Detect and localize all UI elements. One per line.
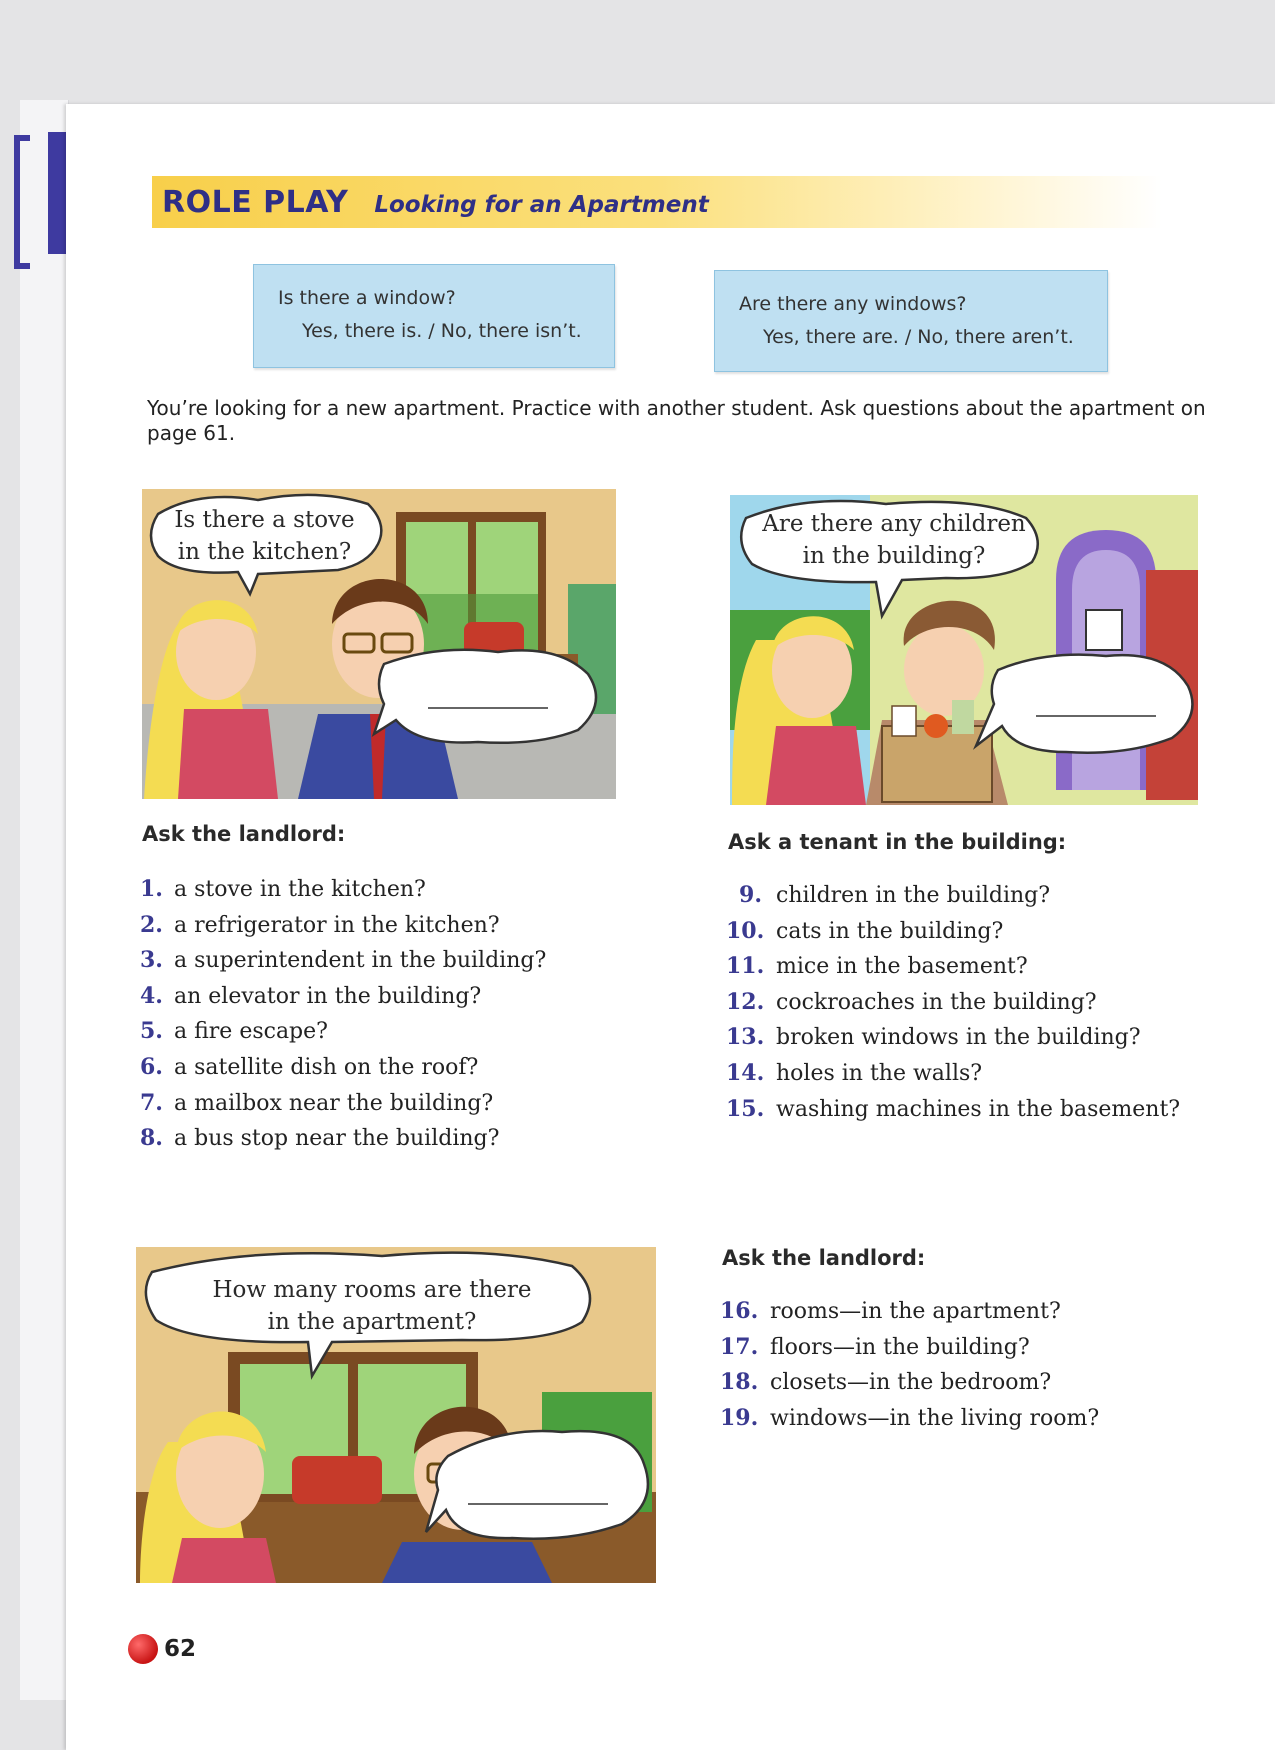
speech-bubble-text: [744, 508, 1044, 572]
item-number: 19.: [720, 1404, 759, 1431]
bubble-line: in the kitchen?: [177, 539, 352, 565]
item-number: 7.: [140, 1089, 163, 1116]
bubble-line: How many rooms are there: [212, 1277, 532, 1303]
item-number: 1.: [140, 876, 163, 902]
item-number: 2.: [140, 911, 163, 938]
bubble-line: Is there a stove: [174, 507, 355, 533]
list-item: [726, 1096, 1180, 1132]
list-item: [140, 1125, 546, 1161]
list-item: [726, 1060, 1180, 1096]
item-number: 3.: [140, 947, 163, 974]
banner-subtitle: Looking for an Apartment: [374, 191, 709, 218]
section-heading-landlord: Ask the landlord:: [142, 822, 346, 846]
bubble-line: Are there any children: [762, 511, 1026, 537]
item-number: 4.: [140, 982, 163, 1009]
item-text: closets—in the bedroom?: [770, 1370, 1052, 1396]
bubble-line: in the apartment?: [267, 1309, 477, 1335]
list-item: [726, 953, 1180, 989]
item-number: 13.: [726, 1024, 765, 1051]
item-text: a fire escape?: [174, 1019, 328, 1045]
item-text: rooms—in the apartment?: [770, 1299, 1061, 1324]
list-item: [726, 882, 1180, 918]
grammar-box-plural: [714, 270, 1108, 372]
list-item: [140, 947, 546, 983]
item-number: 16.: [720, 1298, 759, 1324]
grammar-question: Is there a window?: [278, 287, 456, 309]
list-item: [720, 1369, 1099, 1405]
item-text: a bus stop near the building?: [174, 1126, 500, 1152]
grammar-answer: Yes, there are. / No, there aren’t.: [763, 326, 1074, 348]
item-number: 11.: [726, 953, 765, 980]
item-text: windows—in the living room?: [770, 1405, 1100, 1431]
red-dot-icon: [128, 1634, 158, 1664]
item-number: 5.: [140, 1018, 163, 1045]
cartoon-landlord-stove: [138, 484, 620, 802]
item-text: a satellite dish on the roof?: [174, 1054, 479, 1080]
item-text: cockroaches in the building?: [776, 989, 1097, 1015]
list-item: [140, 876, 546, 912]
item-number: 14.: [726, 1059, 765, 1086]
page-number: [128, 1634, 196, 1664]
item-number: 8.: [140, 1125, 163, 1152]
banner-title: ROLE PLAY: [162, 184, 349, 220]
instructions-text: You’re looking for a new apartment. Practice with another student. Ask questions about the apartment on page 61.: [147, 396, 1206, 445]
list-item: [140, 1054, 546, 1090]
role-play-banner: [152, 176, 1162, 228]
item-number: 10.: [726, 917, 765, 944]
list-item: [720, 1334, 1099, 1370]
item-number: 18.: [720, 1369, 759, 1396]
question-list-landlord: [140, 876, 546, 1161]
speech-bubble-text: [172, 1274, 572, 1338]
list-item: [140, 983, 546, 1019]
list-item: [140, 1018, 546, 1054]
item-text: floors—in the building?: [770, 1334, 1030, 1360]
item-text: a superintendent in the building?: [174, 948, 547, 974]
list-item: [726, 918, 1180, 954]
item-number: 15.: [726, 1095, 765, 1122]
item-text: a refrigerator in the kitchen?: [174, 912, 500, 938]
item-number: 6.: [140, 1053, 163, 1080]
item-text: an elevator in the building?: [174, 983, 482, 1009]
item-number: 12.: [726, 988, 765, 1015]
item-text: cats in the building?: [776, 918, 1004, 944]
cartoon-tenant-children: [726, 490, 1202, 808]
item-text: a mailbox near the building?: [174, 1090, 494, 1116]
chapter-tab-outline: [14, 135, 30, 269]
list-item: [726, 989, 1180, 1025]
cartoon-landlord-rooms: [132, 1242, 660, 1588]
list-item: [140, 1090, 546, 1126]
grammar-box-singular: [253, 264, 615, 368]
bubble-line: in the building?: [802, 543, 986, 569]
list-item: [720, 1405, 1099, 1441]
item-text: a stove in the kitchen?: [174, 877, 426, 902]
page-number-text: 62: [164, 1636, 197, 1662]
underlying-page-edge: [20, 100, 69, 1700]
item-number: 17.: [720, 1333, 759, 1360]
speech-bubble-text: [152, 504, 377, 568]
section-heading-tenant: Ask a tenant in the building:: [728, 830, 1067, 854]
item-text: children in the building?: [776, 883, 1051, 908]
item-text: mice in the basement?: [776, 954, 1028, 980]
grammar-question: Are there any windows?: [739, 293, 967, 315]
question-list-tenant: [726, 882, 1180, 1131]
question-list-landlord-2: [720, 1298, 1099, 1440]
list-item: [140, 912, 546, 948]
item-text: holes in the walls?: [776, 1060, 983, 1086]
item-text: broken windows in the building?: [776, 1025, 1141, 1051]
item-text: washing machines in the basement?: [776, 1096, 1181, 1122]
section-heading-landlord-2: Ask the landlord:: [722, 1246, 926, 1270]
list-item: [726, 1024, 1180, 1060]
list-item: [720, 1298, 1099, 1334]
grammar-answer: Yes, there is. / No, there isn’t.: [302, 320, 582, 342]
item-number: 9.: [739, 882, 762, 908]
